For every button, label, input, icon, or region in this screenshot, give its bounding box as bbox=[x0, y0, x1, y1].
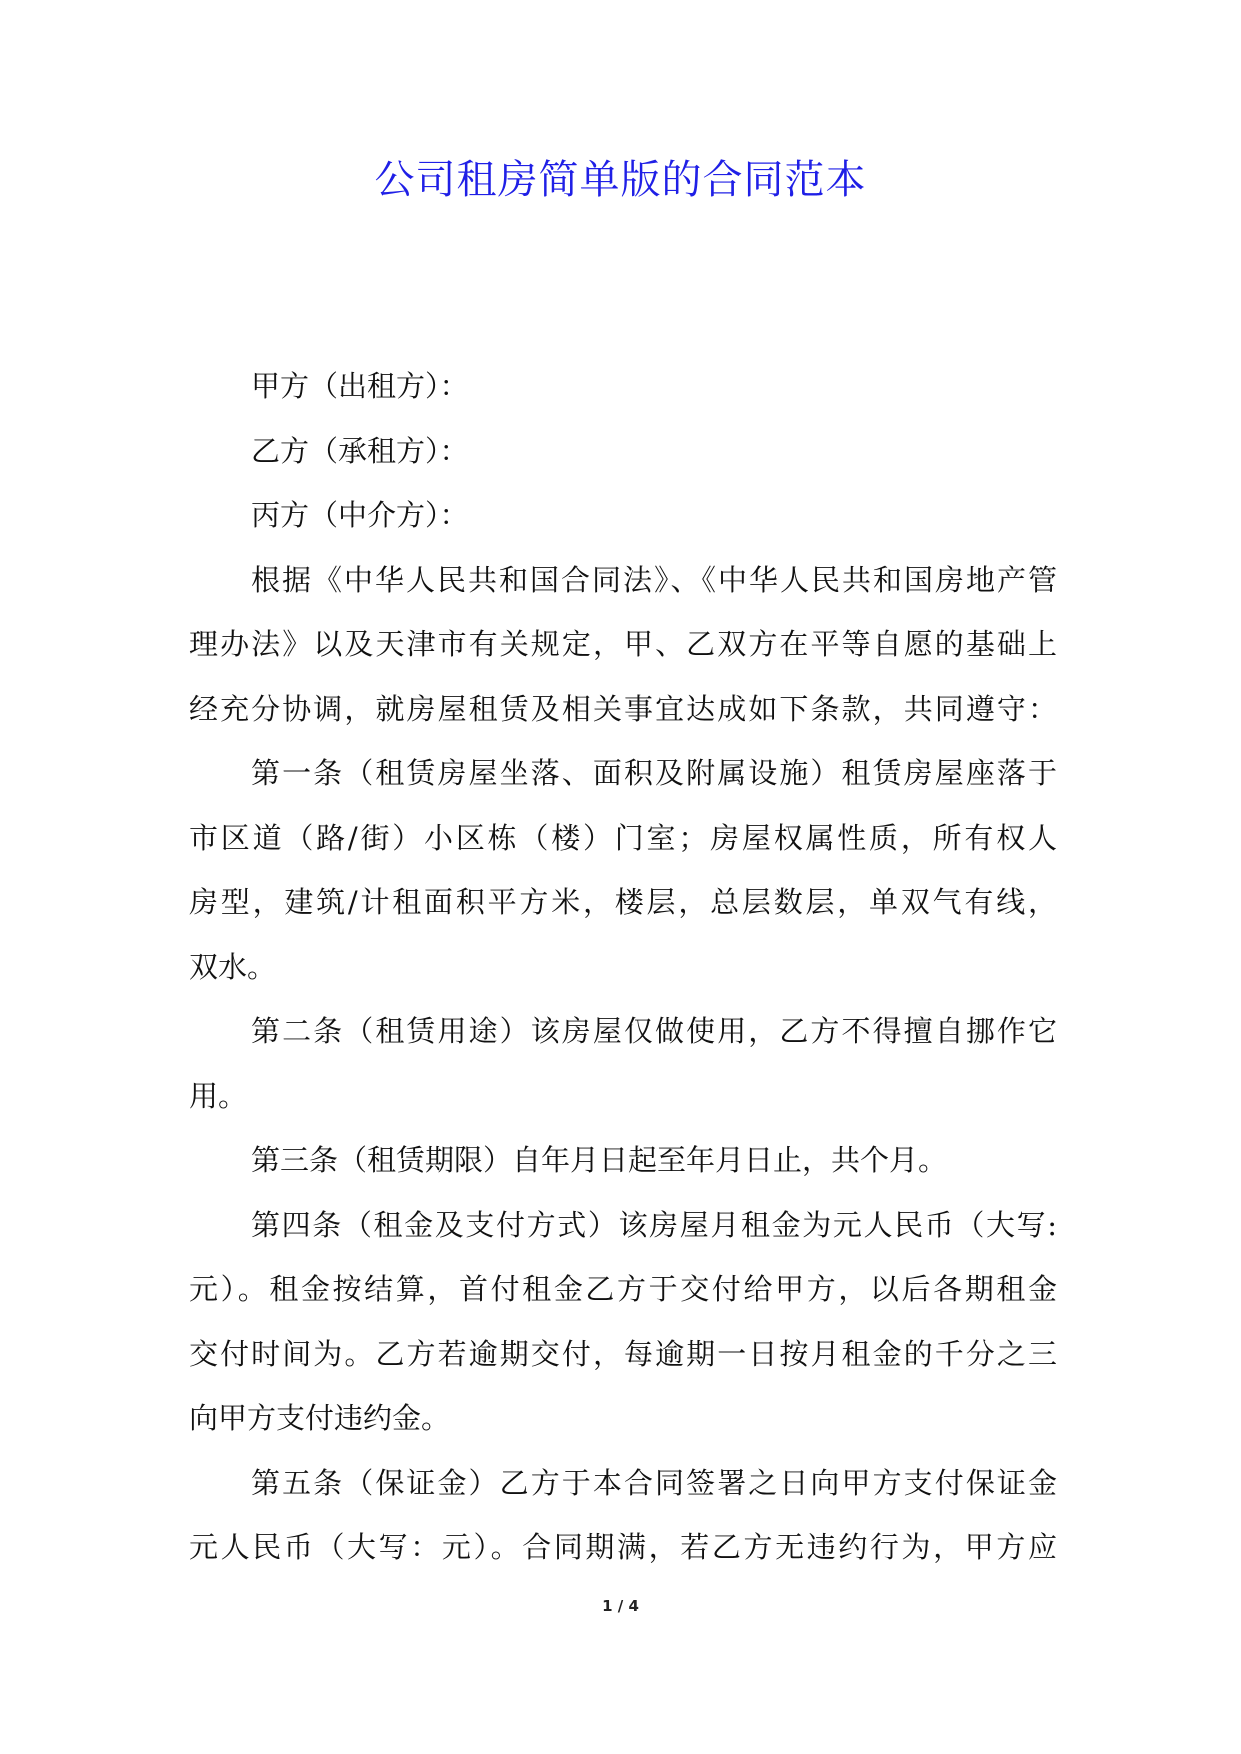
article-1-line-3: 房型，建筑/计租面积平方米，楼层，总层数层，单双气有线， bbox=[189, 885, 1057, 919]
article-5-line-1: 第五条（保证金）乙方于本合同签署之日向甲方支付保证金 bbox=[251, 1465, 1057, 1500]
article-4-line-1: 第四条（租金及支付方式）该房屋月租金为元人民币（大写: bbox=[251, 1207, 1057, 1242]
document-body bbox=[189, 354, 1057, 1580]
article-5-line-2: 元人民币（大写：元）。合同期满，若乙方无违约行为，甲方应 bbox=[189, 1530, 1057, 1564]
page-number: 1 / 4 bbox=[602, 1597, 639, 1615]
article-4-line-3: 交付时间为。乙方若逾期交付，每逾期一日按月租金的千分之三 bbox=[189, 1336, 1057, 1371]
article-1-line-1: 第一条（租赁房屋坐落、面积及附属设施）租赁房屋座落于 bbox=[251, 756, 1057, 790]
party-c-line: 丙方（中介方）： bbox=[251, 498, 469, 532]
party-a-line: 甲方（出租方）： bbox=[251, 369, 469, 403]
preamble-line-3: 经充分协调，就房屋租赁及相关事宜达成如下条款，共同遵守： bbox=[189, 691, 1057, 726]
document-title: 公司租房简单版的合同范本 bbox=[374, 157, 867, 203]
article-3-line-1: 第三条（租赁期限）自年月日起至年月日止，共个月。 bbox=[251, 1143, 948, 1177]
article-2-line-1: 第二条（租赁用途）该房屋仅做使用，乙方不得擅自挪作它 bbox=[251, 1014, 1057, 1048]
party-b-line: 乙方（承租方）： bbox=[251, 433, 469, 468]
preamble-line-2: 理办法》以及天津市有关规定，甲、乙双方在平等自愿的基础上 bbox=[189, 627, 1057, 661]
article-4-line-4: 向甲方支付违约金。 bbox=[189, 1401, 451, 1435]
article-4-line-2: 元）。租金按结算，首付租金乙方于交付给甲方，以后各期租金 bbox=[189, 1272, 1057, 1306]
preamble-line-1: 根据《中华人民共和国合同法》、《中华人民共和国房地产管 bbox=[251, 562, 1057, 597]
article-1-line-4: 双水。 bbox=[189, 949, 277, 984]
article-2-line-2: 用。 bbox=[189, 1078, 248, 1113]
article-1-line-2: 市区道（路/街）小区栋（楼）门室；房屋权属性质，所有权人 bbox=[189, 820, 1057, 855]
